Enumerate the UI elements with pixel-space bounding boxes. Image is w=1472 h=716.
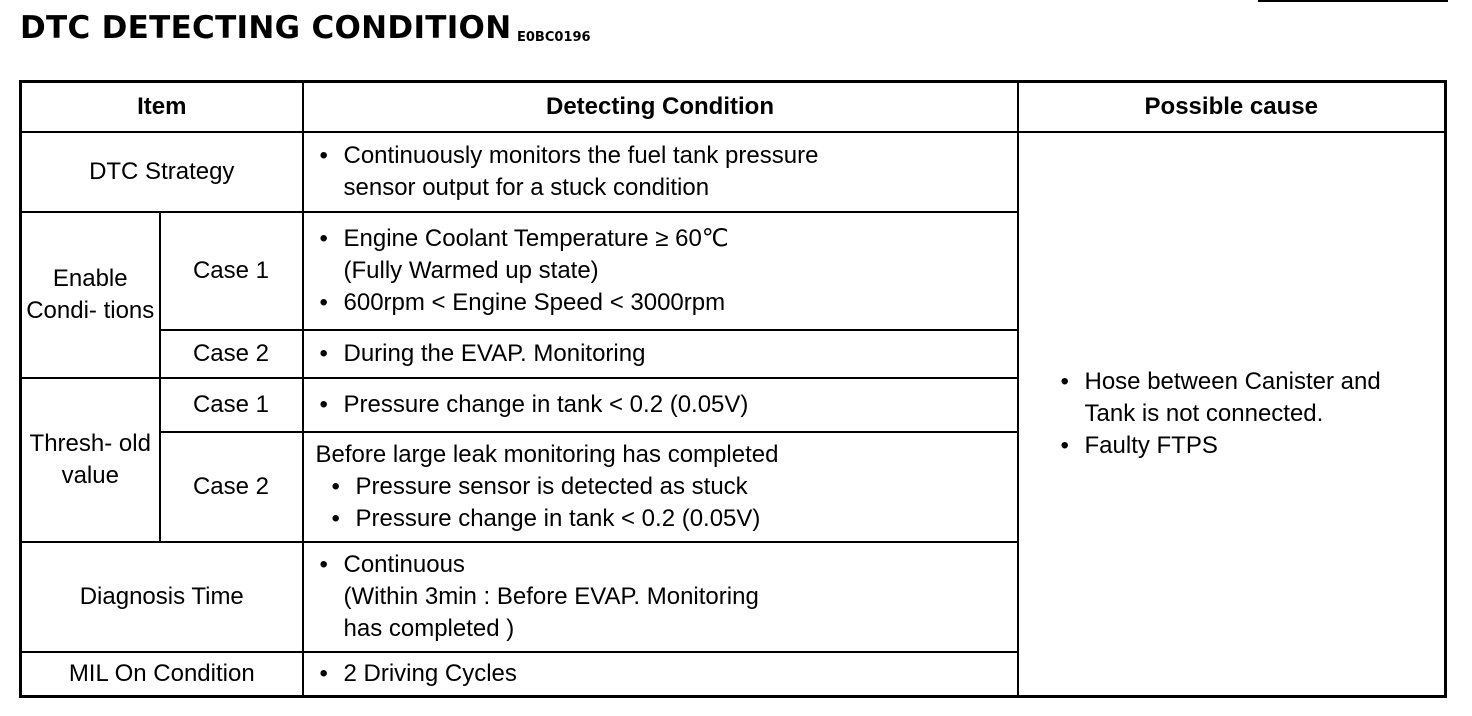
enable-case-1-condition [303,212,1018,330]
enable-case-2-line-1: • During the EVAP. Monitoring [318,338,1017,370]
row-dtc-strategy [21,132,1446,212]
possible-cause-1: • Hose between Canister and Tank is not connected. [1059,366,1433,430]
dtc-strategy-line-2: sensor output for a stuck condition [343,174,710,201]
document-code: E0BC0196 [517,30,591,45]
label-enable-case-2: Case 2 [160,330,303,378]
label-mil-on-condition: MIL On Condition [21,652,303,696]
label-diagnosis-time: Diagnosis Time [21,542,303,652]
mil-on-condition-value [303,652,1018,696]
header-possible-cause: Possible cause [1018,82,1446,133]
label-threshold-case-1: Case 1 [160,378,303,432]
header-row [21,82,1446,133]
threshold-case-1-condition [303,378,1018,432]
enable-conditions-text: Enable Condi- tions [26,265,155,324]
threshold-value-text: Thresh- old value [29,430,151,489]
enable-case-1-line-2: (Fully Warmed up state) [343,257,599,284]
enable-case-2-condition [303,330,1018,378]
diagnosis-time-line-2: (Within 3min : Before EVAP. Monitoring [343,583,759,610]
label-dtc-strategy: DTC Strategy [21,132,303,212]
top-rule [1258,0,1448,2]
label-threshold-value [21,378,160,542]
label-enable-case-1: Case 1 [160,212,303,330]
mil-on-condition-line-1: • 2 Driving Cycles [318,658,1017,690]
threshold-case-1-line-1: • Pressure change in tank < 0.2 (0.05V) [318,389,1017,421]
diagnosis-time-condition [303,542,1018,652]
diagnosis-time-line-3: has completed ) [343,615,515,642]
possible-cause-cell [1018,132,1446,696]
diagnosis-time-line-1: • Continuous [318,549,1017,581]
page-title: DTC DETECTING CONDITION [20,10,512,46]
possible-cause-2: • Faulty FTPS [1059,430,1433,462]
threshold-case-2-condition [303,432,1018,542]
label-enable-conditions [21,212,160,378]
dtc-strategy-condition [303,132,1018,212]
dtc-strategy-line-1: • Continuously monitors the fuel tank pressure [318,140,1017,172]
header-detecting-condition: Detecting Condition [303,82,1018,133]
dtc-condition-table [19,80,1447,698]
enable-case-1-line-3: • 600rpm < Engine Speed < 3000rpm [318,287,1017,319]
header-item: Item [21,82,303,133]
threshold-case-2-line-2: • Pressure change in tank < 0.2 (0.05V) [304,503,1017,535]
enable-case-1-line-1: • Engine Coolant Temperature ≥ 60℃ [318,223,1017,255]
threshold-case-2-line-1: • Pressure sensor is detected as stuck [304,471,1017,503]
label-threshold-case-2: Case 2 [160,432,303,542]
threshold-case-2-intro: Before large leak monitoring has completed [315,441,779,468]
